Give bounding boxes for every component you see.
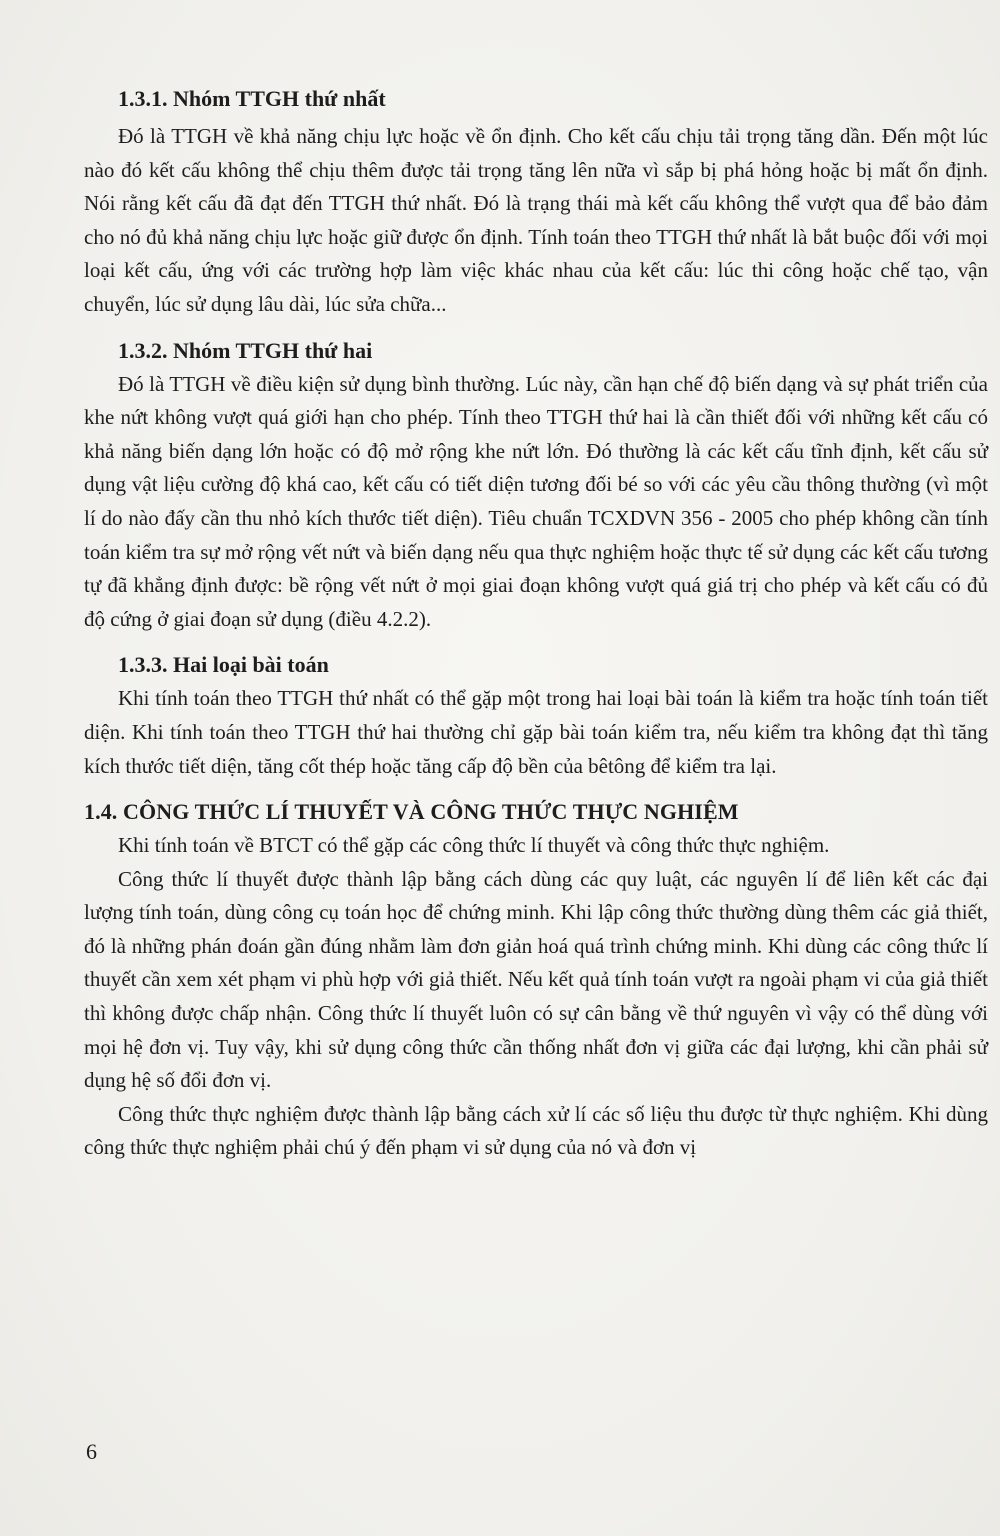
section-paragraph-1-3-3: Khi tính toán theo TTGH thứ nhất có thể gặp một trong hai loại bài toán là kiểm tra hoặc tính toán tiết diện. Khi tính toán theo TTGH thứ hai thường chỉ gặp bài toán kiểm tra, nếu kiểm tra không đạt thì tăng kích thước tiết diện, tăng cốt thép hoặc tăng cấp độ bền của bêtông để kiểm tra lại. [84,686,988,778]
section-paragraph-1-3-2: Đó là TTGH về điều kiện sử dụng bình thường. Lúc này, cần hạn chế độ biến dạng và sự phát triển của khe nứt không vượt quá giới hạn cho phép. Tính theo TTGH thứ hai là cần thiết đối với những kết cấu có khả năng biến dạng lớn hoặc có độ mở rộng khe nứt lớn. Đó thường là các kết cấu tĩnh định, kết cấu sử dụng vật liệu cường độ khá cao, kết cấu có tiết diện tương đối bé so với các yêu cầu thông thường (vì một lí do nào đấy cần thu nhỏ kích thước tiết diện). Tiêu chuẩn TCXDVN 356 - 2005 cho phép không cần tính toán kiểm tra sự mở rộng vết nứt và biến dạng nếu qua thực nghiệm hoặc thực tế sử dụng các kết cấu tương tự đã khẳng định được: bề rộng vết nứt ở mọi giai đoạn không vượt quá giá trị cho phép và kết cấu có đủ độ cứng ở giai đoạn sử dụng (điều 4.2.2). [84,371,988,631]
section-paragraph-1-3-1: Đó là TTGH về khả năng chịu lực hoặc về ổn định. Cho kết cấu chịu tải trọng tăng dần. Đến một lúc nào đó kết cấu không thể chịu thêm được tải trọng tăng lên nữa vì sắp bị phá hỏng hoặc bị mất ổn định. Nói rằng kết cấu đã đạt đến TTGH thứ nhất. Đó là trạng thái mà kết cấu không thể vượt qua để bảo đảm cho nó đủ khả năng chịu lực hoặc giữ được ổn định. Tính toán theo TTGH thứ nhất là bắt buộc đối với mọi loại kết cấu, ứng với các trường hợp làm việc khác nhau của kết cấu: lúc thi công hoặc chế tạo, vận chuyển, lúc sử dụng lâu dài, lúc sửa chữa... [84,124,988,316]
section-paragraph-1-4-c: Công thức thực nghiệm được thành lập bằng cách xử lí các số liệu thu được từ thực nghiệm. Khi dùng công thức thực nghiệm phải chú ý đến phạm vi sử dụng của nó và đơn vị [84,1101,988,1160]
page-content [84,80,988,1165]
section-paragraph-1-4-b: Công thức lí thuyết được thành lập bằng cách dùng các quy luật, các nguyên lí để liên kết các đại lượng tính toán, dùng công cụ toán học để chứng minh. Khi lập công thức thường dùng thêm các giả thiết, đó là những phán đoán gần đúng nhằm làm đơn giản hoá quá trình chứng minh. Khi dùng các công thức lí thuyết cần xem xét phạm vi phù hợp với giả thiết. Nếu kết quả tính toán vượt ra ngoài phạm vi của giả thiết thì không được chấp nhận. Công thức lí thuyết luôn có sự cân bằng về thứ nguyên vì vậy có thể dùng với mọi hệ đơn vị. Tuy vậy, khi sử dụng công thức cần thống nhất đơn vị giữa các đại lượng, khi cần phải sử dụng hệ số đổi đơn vị. [84,866,988,1093]
section-heading-1-3-1: 1.3.1. Nhóm TTGH thứ nhất [118,86,386,111]
section-heading-1-4: 1.4. CÔNG THỨC LÍ THUYẾT VÀ CÔNG THỨC THỰC NGHIỆM [84,799,739,825]
section-heading-1-3-3: 1.3.3. Hai loại bài toán [118,652,329,678]
section-paragraph-1-4-a: Khi tính toán về BTCT có thể gặp các công thức lí thuyết và công thức thực nghiệm. [118,833,830,858]
page-number: 6 [86,1439,97,1464]
section-heading-1-3-2: 1.3.2. Nhóm TTGH thứ hai [118,337,373,363]
